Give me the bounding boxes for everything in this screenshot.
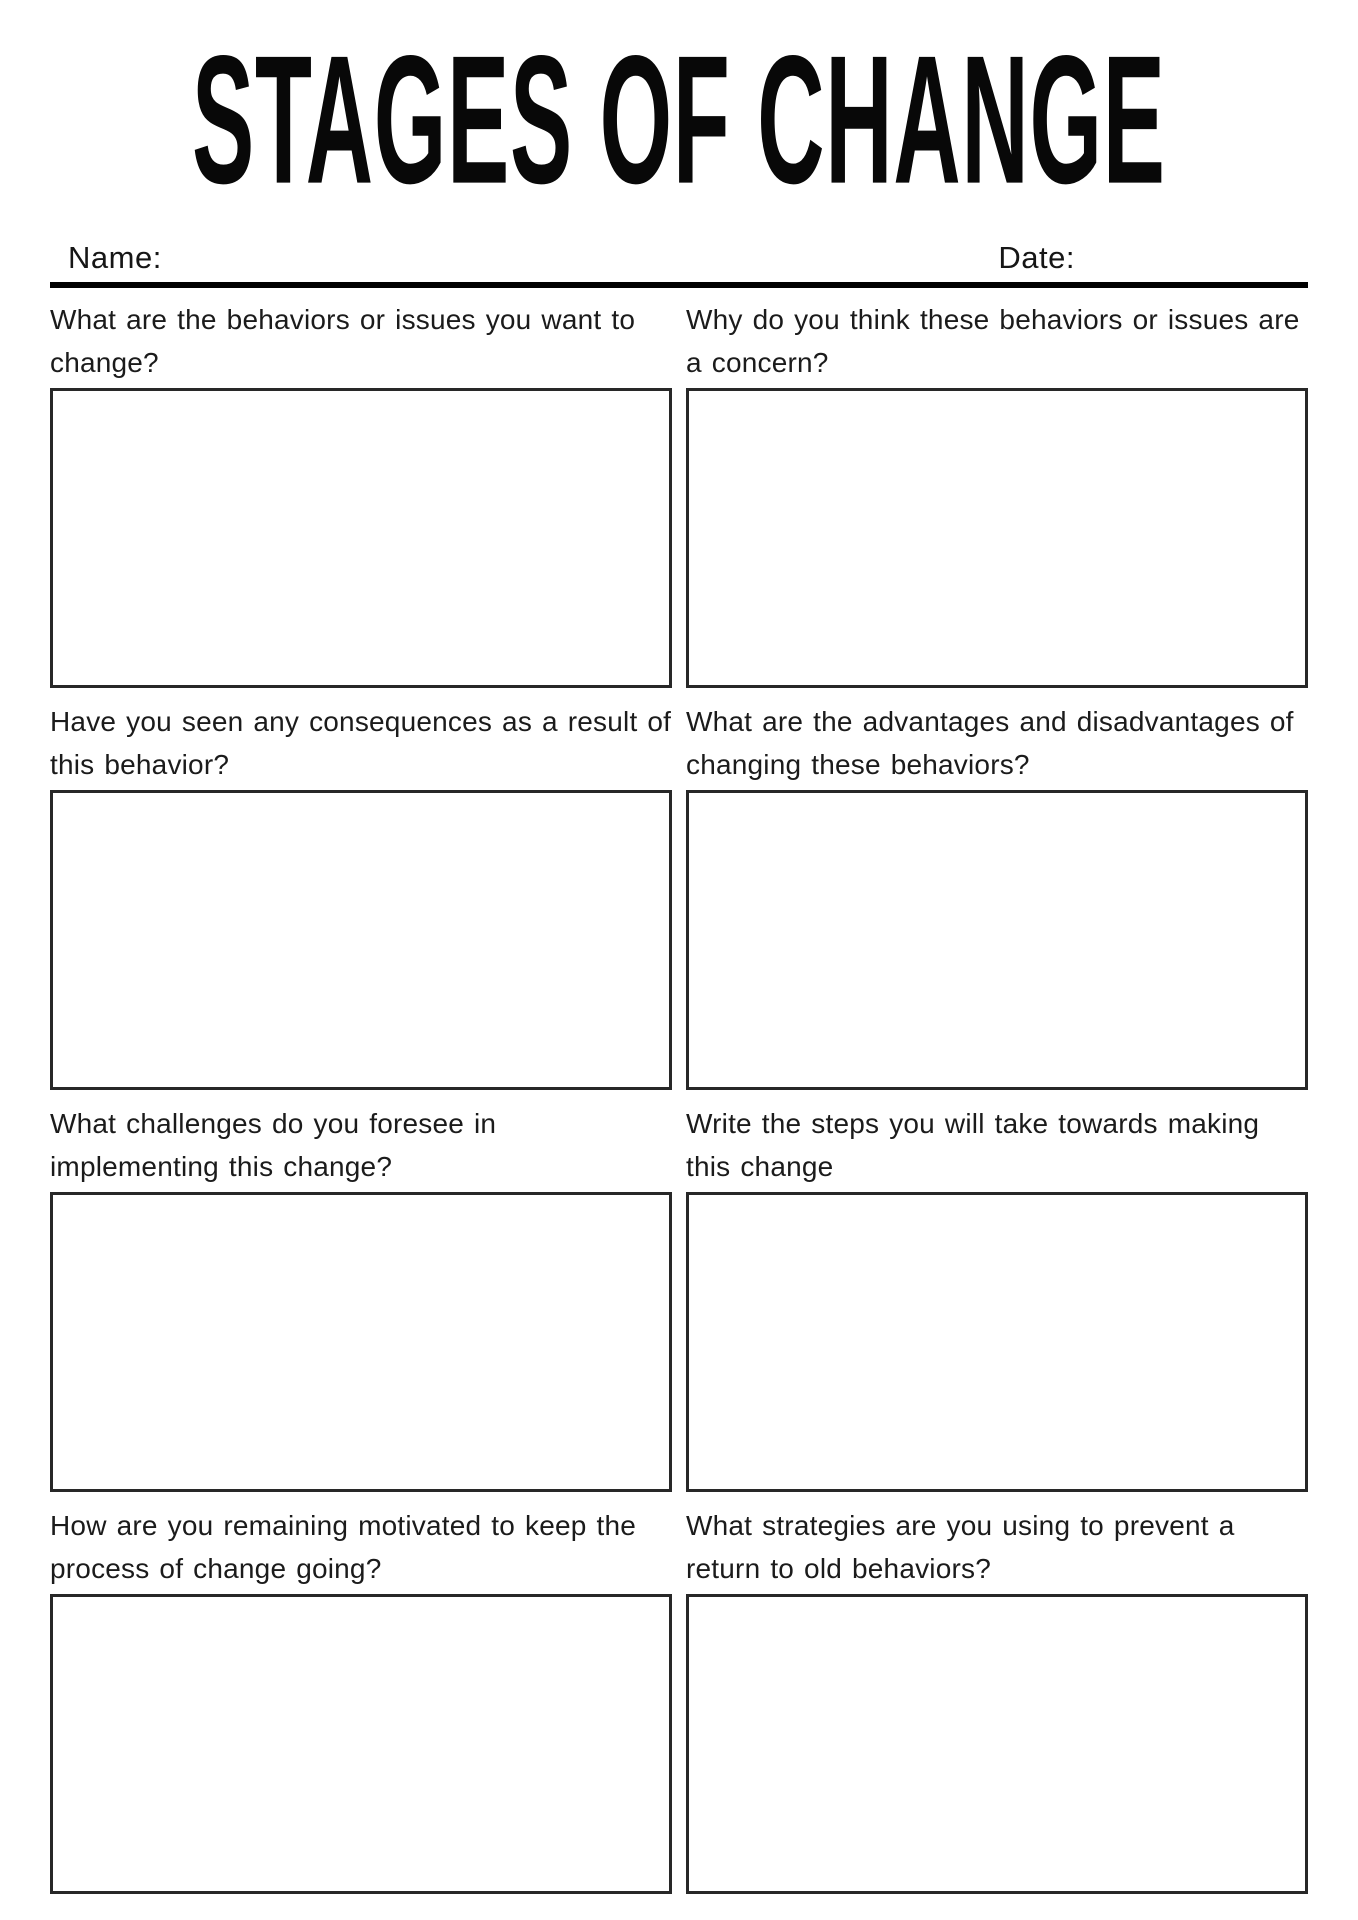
question-cell-7 [50,1502,672,1894]
name-date-row [50,238,1308,288]
answer-box[interactable] [686,1594,1308,1894]
question-label [50,1502,672,1590]
question-text: How are you remaining motivated to keep the process of change going? [50,1510,637,1584]
question-cell-5 [50,1100,672,1492]
question-text: What are the behaviors or issues you want to change? [50,304,636,378]
question-label [686,698,1308,786]
question-label [686,296,1308,384]
question-cell-1 [50,296,672,688]
question-cell-8 [686,1502,1308,1894]
question-text: What strategies are you using to prevent a return to old behaviors? [686,1510,1235,1584]
answer-box[interactable] [50,388,672,688]
date-input-area[interactable] [1075,238,1308,276]
answer-box[interactable] [50,790,672,1090]
question-text: What are the advantages and disadvantages of changing these behaviors? [686,706,1294,780]
question-cell-3 [50,698,672,1090]
question-text: Why do you think these behaviors or issues are a concern? [686,304,1300,378]
question-text: What challenges do you foresee in implementing this change? [50,1108,497,1182]
answer-box[interactable] [50,1192,672,1492]
question-cell-4 [686,698,1308,1090]
name-label: Name: [68,240,162,275]
question-label [50,698,672,786]
name-input-area[interactable] [162,238,999,276]
page-title: STAGES OF CHANGE [192,16,1166,222]
question-cell-6 [686,1100,1308,1492]
question-label [686,1100,1308,1188]
answer-box[interactable] [50,1594,672,1894]
question-label [50,296,672,384]
question-text: Write the steps you will take towards making this change [686,1108,1260,1182]
question-label [50,1100,672,1188]
date-label: Date: [998,240,1075,275]
title-area [50,0,1308,238]
questions-grid [50,296,1308,1894]
question-cell-2 [686,296,1308,688]
answer-box[interactable] [686,790,1308,1090]
answer-box[interactable] [686,388,1308,688]
question-label [686,1502,1308,1590]
answer-box[interactable] [686,1192,1308,1492]
question-text: Have you seen any consequences as a result of this behavior? [50,706,672,780]
